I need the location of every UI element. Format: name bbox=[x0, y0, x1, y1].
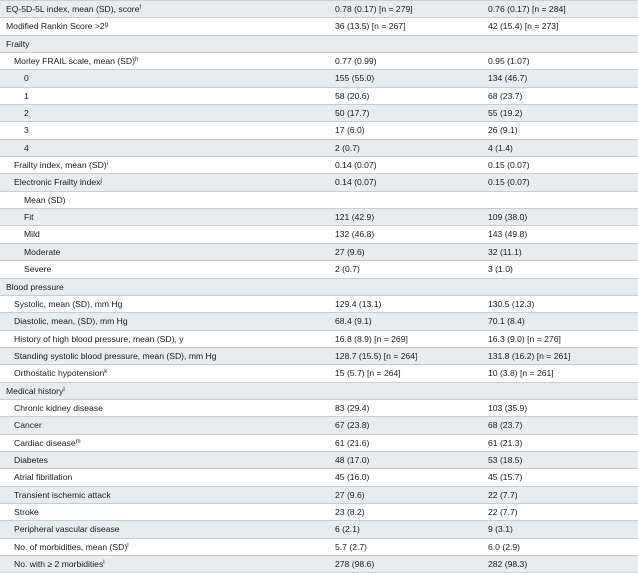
row-label bbox=[6, 36, 29, 52]
row-label-text: 2 bbox=[24, 108, 29, 119]
group-1-value: 6 (2.1) bbox=[335, 524, 360, 535]
group-1-value: 61 (21.6) bbox=[335, 437, 370, 448]
footnote-marker: j bbox=[100, 178, 102, 185]
row-label-text: Standing systolic blood pressure, mean (SD), mm Hg bbox=[14, 350, 217, 361]
table-row bbox=[0, 140, 638, 157]
group-1-value: 2 (0.7) bbox=[335, 142, 360, 153]
group-1-value: 155 (55.0) bbox=[335, 73, 375, 84]
table-row bbox=[0, 157, 638, 174]
group-2-value: 130.5 (12.3) bbox=[488, 298, 535, 309]
row-label bbox=[14, 174, 102, 190]
table-row bbox=[0, 452, 638, 469]
footnote-marker: h bbox=[134, 57, 139, 64]
table-row bbox=[0, 209, 638, 226]
row-label bbox=[6, 279, 64, 295]
row-label-text: Frailty index, mean (SD) bbox=[14, 160, 107, 171]
row-label-text: Blood pressure bbox=[6, 281, 64, 292]
group-2-value: 6.0 (2.9) bbox=[488, 541, 521, 552]
row-label-text: Stroke bbox=[14, 506, 39, 517]
row-label bbox=[24, 105, 29, 121]
row-label-text: Cardiac disease bbox=[14, 437, 76, 448]
row-label bbox=[14, 556, 105, 572]
row-label-text: Orthostatic hypotension bbox=[14, 368, 105, 379]
row-label-text: 3 bbox=[24, 125, 29, 136]
row-label bbox=[14, 504, 39, 520]
row-label-text: Transient ischemic attack bbox=[14, 489, 111, 500]
group-1-value: 68.4 (9.1) bbox=[335, 316, 372, 327]
row-label bbox=[14, 521, 120, 537]
footnote-marker: l bbox=[103, 560, 105, 566]
table-row bbox=[0, 331, 638, 348]
group-2-value: 16.3 (9.0) [n = 276] bbox=[488, 333, 561, 344]
group-2-value: 42 (15.4) [n = 273] bbox=[488, 21, 559, 32]
row-label bbox=[24, 70, 29, 86]
table-row bbox=[0, 365, 638, 382]
group-2-value: 10 (3.8) [n = 261] bbox=[488, 368, 554, 379]
row-label bbox=[24, 88, 29, 104]
group-2-value: 53 (18.5) bbox=[488, 454, 523, 465]
group-1-value: 278 (98.6) bbox=[335, 559, 375, 569]
footnote-marker: i bbox=[106, 161, 108, 168]
row-label bbox=[24, 244, 60, 260]
row-label bbox=[14, 348, 217, 364]
table-row bbox=[0, 313, 638, 330]
row-label-text: 0 bbox=[24, 73, 29, 84]
footnote-marker: l bbox=[63, 386, 65, 393]
row-label bbox=[14, 469, 72, 485]
table-row bbox=[0, 1, 638, 18]
group-1-value: 45 (16.0) bbox=[335, 472, 370, 483]
group-2-value: 32 (11.1) bbox=[488, 246, 522, 257]
group-2-value: 61 (21.3) bbox=[488, 437, 523, 448]
group-1-value: 132 (46.8) bbox=[335, 229, 375, 240]
row-label bbox=[14, 400, 103, 416]
row-label-text: No. of morbidities, mean (SD) bbox=[14, 541, 128, 552]
group-1-value: 16.8 (8.9) [n = 269] bbox=[335, 333, 408, 344]
group-2-value: 143 (49.8) bbox=[488, 229, 528, 240]
group-1-value: 0.77 (0.99) bbox=[335, 56, 377, 67]
footnote-marker: g bbox=[104, 22, 108, 29]
group-2-value: 109 (38.0) bbox=[488, 212, 528, 223]
group-1-value: 58 (20.6) bbox=[335, 90, 370, 101]
row-label bbox=[14, 331, 184, 347]
row-label-text: History of high blood pressure, mean (SD), y bbox=[14, 333, 184, 344]
group-2-value: 22 (7.7) bbox=[488, 506, 518, 517]
row-label-text: Moderate bbox=[24, 246, 61, 257]
row-label bbox=[24, 226, 40, 242]
table-row bbox=[0, 226, 638, 243]
row-label-text: Modified Rankin Score >2 bbox=[6, 21, 105, 32]
row-label-text: Diastolic, mean, (SD), mm Hg bbox=[14, 316, 128, 327]
group-2-value: 0.15 (0.07) bbox=[488, 177, 530, 188]
row-label bbox=[14, 53, 138, 69]
group-2-value: 9 (3.1) bbox=[488, 524, 513, 535]
group-1-value: 67 (23.8) bbox=[335, 420, 370, 431]
row-label bbox=[14, 452, 48, 468]
row-label-text: Morley FRAIL scale, mean (SD) bbox=[14, 56, 135, 67]
row-label-text: Fit bbox=[24, 212, 34, 223]
table-row bbox=[0, 122, 638, 139]
group-2-value: 68 (23.7) bbox=[488, 90, 523, 101]
table-row bbox=[0, 469, 638, 486]
group-2-value: 4 (1.4) bbox=[488, 142, 513, 153]
table-row bbox=[0, 244, 638, 261]
group-1-value: 121 (42.9) bbox=[335, 212, 375, 223]
group-2-value: 0.76 (0.17) [n = 284] bbox=[488, 4, 566, 14]
footnote-marker: k bbox=[104, 369, 108, 376]
row-label bbox=[24, 122, 29, 138]
group-2-value: 68 (23.7) bbox=[488, 420, 523, 431]
group-1-value: 27 (9.6) bbox=[335, 489, 365, 500]
row-label bbox=[24, 209, 34, 225]
row-label-text: 1 bbox=[24, 90, 29, 101]
row-label bbox=[6, 383, 65, 399]
table-row bbox=[0, 539, 638, 556]
group-1-value: 50 (17.7) bbox=[335, 108, 370, 119]
group-1-value: 0.14 (0.07) bbox=[335, 177, 377, 188]
group-2-value: 134 (46.7) bbox=[488, 73, 528, 84]
group-1-value: 15 (5.7) [n = 264] bbox=[335, 368, 401, 379]
group-1-value: 83 (29.4) bbox=[335, 402, 370, 413]
group-2-value: 0.95 (1.07) bbox=[488, 56, 530, 67]
row-label bbox=[14, 296, 122, 312]
row-label-text: Severe bbox=[24, 264, 52, 275]
row-label-text: Peripheral vascular disease bbox=[14, 524, 120, 535]
table-row bbox=[0, 296, 638, 313]
group-1-value: 17 (6.0) bbox=[335, 125, 365, 136]
row-label-text: EQ-5D-5L index, mean (SD), score bbox=[6, 4, 140, 14]
row-label-text: Frailty bbox=[6, 38, 30, 49]
table-row bbox=[0, 36, 638, 53]
footnote-marker: l bbox=[127, 542, 129, 549]
group-1-value: 128.7 (15.5) [n = 264] bbox=[335, 350, 418, 361]
table-row bbox=[0, 521, 638, 538]
table-row bbox=[0, 53, 638, 70]
row-label-text: Cancer bbox=[14, 420, 42, 431]
row-label bbox=[14, 487, 111, 503]
row-label bbox=[6, 1, 141, 17]
group-2-value: 103 (35.9) bbox=[488, 402, 528, 413]
row-label-text: Diabetes bbox=[14, 454, 48, 465]
table-row bbox=[0, 504, 638, 521]
table-row bbox=[0, 487, 638, 504]
row-label-text: Chronic kidney disease bbox=[14, 402, 103, 413]
row-label bbox=[6, 18, 108, 34]
group-1-value: 2 (0.7) bbox=[335, 264, 360, 275]
row-label-text: Mild bbox=[24, 229, 40, 240]
row-label-text: 4 bbox=[24, 142, 29, 153]
group-2-value: 282 (98.3) bbox=[488, 559, 528, 569]
group-1-value: 36 (13.5) [n = 267] bbox=[335, 21, 406, 32]
group-1-value: 129.4 (13.1) bbox=[335, 298, 382, 309]
group-2-value: 0.15 (0.07) bbox=[488, 160, 530, 171]
table-row bbox=[0, 348, 638, 365]
row-label bbox=[24, 192, 66, 208]
table-row bbox=[0, 174, 638, 191]
group-1-value: 0.78 (0.17) [n = 279] bbox=[335, 4, 413, 14]
row-label bbox=[14, 313, 128, 329]
table-row bbox=[0, 417, 638, 434]
table-row bbox=[0, 556, 638, 573]
row-label bbox=[14, 365, 107, 381]
table-row bbox=[0, 383, 638, 400]
row-label bbox=[14, 157, 108, 173]
table-row bbox=[0, 192, 638, 209]
group-2-value: 55 (19.2) bbox=[488, 108, 523, 119]
row-label bbox=[24, 140, 29, 156]
row-label bbox=[14, 435, 81, 451]
row-label bbox=[24, 261, 51, 277]
table-row bbox=[0, 105, 638, 122]
group-1-value: 23 (8.2) bbox=[335, 506, 365, 517]
group-1-value: 5.7 (2.7) bbox=[335, 541, 368, 552]
table-row bbox=[0, 88, 638, 105]
row-label-text: Medical history bbox=[6, 385, 64, 396]
row-label bbox=[14, 417, 42, 433]
table-row bbox=[0, 261, 638, 278]
table-row bbox=[0, 70, 638, 87]
group-1-value: 48 (17.0) bbox=[335, 454, 370, 465]
footnote-marker: f bbox=[139, 5, 142, 11]
row-label bbox=[14, 539, 129, 555]
group-1-value: 0.14 (0.07) bbox=[335, 160, 377, 171]
row-label-text: Atrial fibrillation bbox=[14, 472, 73, 483]
group-2-value: 70.1 (8.4) bbox=[488, 316, 525, 327]
group-2-value: 45 (15.7) bbox=[488, 472, 523, 483]
group-1-value: 27 (9.6) bbox=[335, 246, 365, 257]
row-label-text: Systolic, mean (SD), mm Hg bbox=[14, 298, 123, 309]
group-2-value: 26 (9.1) bbox=[488, 125, 518, 136]
table-row bbox=[0, 279, 638, 296]
table-row bbox=[0, 400, 638, 417]
row-label-text: Electronic Frailty index bbox=[14, 177, 101, 188]
table-row bbox=[0, 435, 638, 452]
group-2-value: 131.8 (16.2) [n = 261] bbox=[488, 350, 571, 361]
row-label-text: Mean (SD) bbox=[24, 194, 66, 205]
row-label-text: No. with ≥ 2 morbidities bbox=[14, 559, 104, 569]
table-row bbox=[0, 18, 638, 35]
group-2-value: 3 (1.0) bbox=[488, 264, 513, 275]
footnote-marker: m bbox=[75, 438, 81, 445]
group-2-value: 22 (7.7) bbox=[488, 489, 518, 500]
